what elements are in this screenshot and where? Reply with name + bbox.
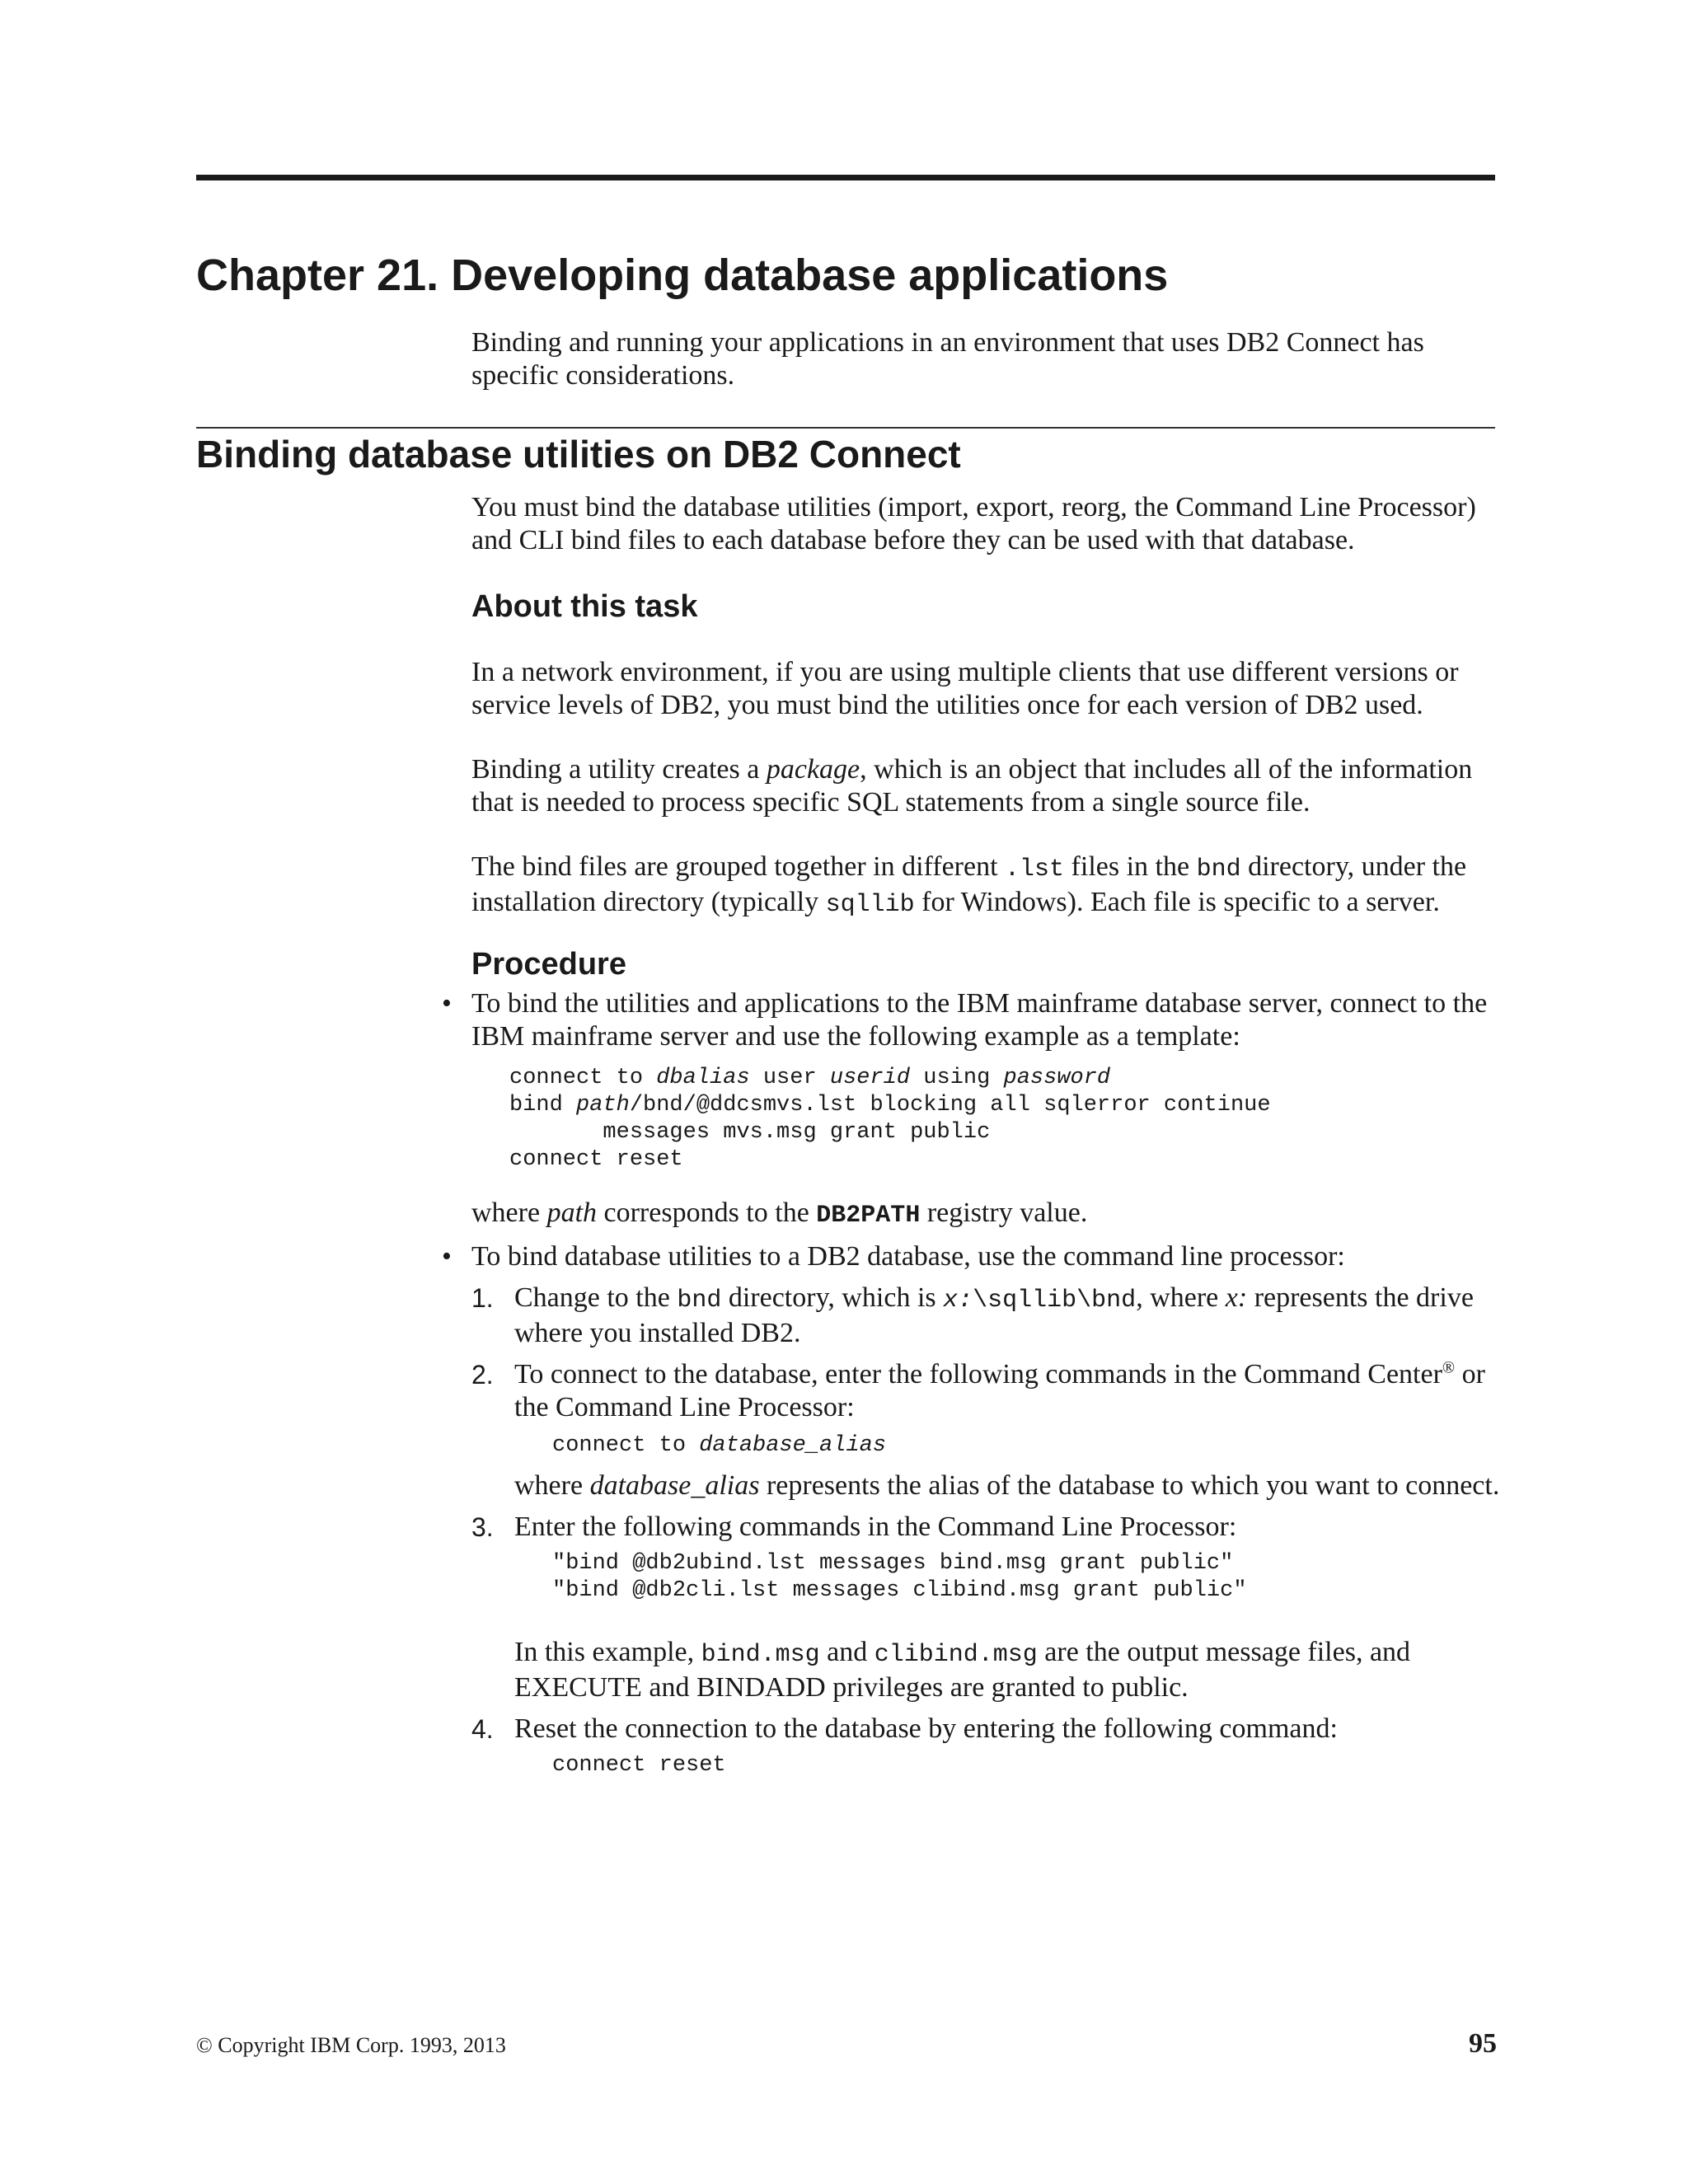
- term-path: path: [546, 1197, 598, 1228]
- bind-example-code: [509, 1065, 1502, 1174]
- step-3: [471, 1511, 1502, 1704]
- code-line: "bind @db2ubind.lst messages bind.msg grant public": [552, 1551, 1234, 1576]
- code-clibind-msg: clibind.msg: [874, 1641, 1038, 1669]
- reset-command: connect reset: [552, 1753, 726, 1778]
- code-line: connect reset: [509, 1147, 683, 1172]
- procedure-bullet-1: [442, 987, 1502, 1232]
- procedure-bullet-2: [442, 1240, 1502, 1779]
- about-p3-text: files in the: [1064, 851, 1197, 882]
- text: or the Command Line Processor:: [514, 1359, 1485, 1422]
- step-2: [471, 1358, 1502, 1502]
- code-line: "bind @db2cli.lst messages clibind.msg grant public": [552, 1578, 1247, 1603]
- text: registry value.: [920, 1197, 1088, 1228]
- text: are the output message files, and EXECUTE and BINDADD privileges are granted to public.: [514, 1637, 1411, 1703]
- about-heading: About this task: [471, 589, 698, 624]
- code-db2path: DB2PATH: [816, 1202, 921, 1230]
- code-token: using: [910, 1066, 1004, 1090]
- code-token: bind: [509, 1093, 577, 1118]
- bullet-1-text: To bind the utilities and applications to the IBM mainframe database server, connect to the IBM mainframe server and use the following example as a template:: [471, 988, 1488, 1052]
- bullet-marker: •: [442, 988, 452, 1019]
- connect-command: [552, 1432, 1502, 1460]
- term-package: package: [766, 754, 860, 785]
- text: To connect to the database, enter the following commands in the Command Center: [514, 1359, 1442, 1390]
- bullet-2-text: To bind database utilities to a DB2 database, use the command line processor:: [471, 1241, 1345, 1272]
- about-paragraph-1: In a network environment, if you are using multiple clients that use different versions or service levels of DB2, you must bind the utilities once for each version of DB2 used.: [471, 657, 1459, 720]
- code-bnd: bnd: [1196, 855, 1241, 883]
- code-token: connect to: [509, 1066, 657, 1090]
- code-sqllib: sqllib: [825, 891, 915, 919]
- section-intro: You must bind the database utilities (import, export, reorg, the Command Line Processor) and CLI bind files to each database before they can be used with that database.: [471, 492, 1476, 555]
- step-4: [471, 1713, 1502, 1779]
- code-bnd: bnd: [677, 1286, 722, 1315]
- step-number: 3.: [471, 1512, 494, 1542]
- code-line: messages mvs.msg grant public: [509, 1120, 991, 1145]
- step-number: 2.: [471, 1360, 494, 1390]
- step-2-text: [514, 1358, 1502, 1424]
- code-token: userid: [829, 1066, 911, 1090]
- text: where: [514, 1470, 590, 1501]
- section-title: Binding database utilities on DB2 Connect: [196, 433, 961, 476]
- procedure-heading: Procedure: [471, 947, 626, 982]
- section-body: [442, 491, 1502, 1779]
- code-lst: .lst: [1005, 855, 1065, 883]
- step-4-text: Reset the connection to the database by entering the following command:: [514, 1713, 1338, 1744]
- code-token: password: [1003, 1066, 1111, 1090]
- code-token: /bnd/@ddcsmvs.lst blocking all sqlerror continue: [629, 1093, 1271, 1118]
- alias-explanation: [514, 1469, 1502, 1502]
- term-database-alias: database_alias: [589, 1470, 760, 1501]
- step-1: [471, 1282, 1502, 1350]
- bind-commands-code: [552, 1550, 1502, 1605]
- page-number: 95: [1469, 2028, 1497, 2059]
- about-p2-text: , which is an object that includes all of the information that is needed to process specific SQL statements from a single source file.: [471, 754, 1473, 818]
- step-3-text: Enter the following commands in the Command Line Processor:: [514, 1511, 1237, 1542]
- code-token: dbalias: [656, 1066, 750, 1090]
- text: corresponds to the: [597, 1197, 817, 1228]
- code-token: database_alias: [699, 1433, 887, 1458]
- text: and: [819, 1637, 874, 1667]
- about-p3-text: for Windows). Each file is specific to a server.: [914, 887, 1440, 917]
- code-line: [509, 1065, 1502, 1092]
- path-explanation: [471, 1197, 1502, 1232]
- code-path: \sqllib\bnd: [973, 1286, 1137, 1315]
- registered-mark: ®: [1442, 1358, 1456, 1377]
- chapter-top-rule: [196, 175, 1495, 180]
- about-paragraph-3: [471, 851, 1502, 921]
- bullet-marker: •: [442, 1241, 452, 1272]
- code-drive: x:: [943, 1286, 973, 1315]
- text: Change to the: [514, 1282, 678, 1313]
- chapter-intro-text: Binding and running your applications in an environment that uses DB2 Connect has specific considerations.: [471, 327, 1424, 391]
- about-p2-text: Binding a utility creates a: [471, 754, 767, 785]
- step-number: 1.: [471, 1283, 494, 1313]
- text: directory, which is: [721, 1282, 944, 1313]
- step-number: 4.: [471, 1714, 494, 1744]
- about-p3-text: directory, under the installation directory (typically: [471, 851, 1467, 917]
- chapter-title: Chapter 21. Developing database applications: [196, 251, 1169, 300]
- text: In this example,: [514, 1637, 701, 1667]
- text: , where: [1136, 1282, 1226, 1313]
- message-files-note: [514, 1636, 1502, 1704]
- text: where: [471, 1197, 547, 1228]
- code-token: path: [576, 1093, 630, 1118]
- code-line: [509, 1092, 1502, 1119]
- code-token: user: [749, 1066, 830, 1090]
- text: represents the drive where you installed DB2.: [514, 1282, 1474, 1348]
- step-1-text: [514, 1282, 1502, 1350]
- about-p3-text: The bind files are grouped together in different: [471, 851, 1006, 882]
- code-bind-msg: bind.msg: [701, 1641, 820, 1669]
- code-token: connect to: [552, 1433, 700, 1458]
- chapter-intro: [471, 326, 1502, 392]
- term-drive: x:: [1225, 1282, 1248, 1313]
- copyright-notice: © Copyright IBM Corp. 1993, 2013: [196, 2033, 506, 2057]
- about-paragraph-2: [471, 753, 1502, 819]
- text: represents the alias of the database to which you want to connect.: [759, 1470, 1500, 1501]
